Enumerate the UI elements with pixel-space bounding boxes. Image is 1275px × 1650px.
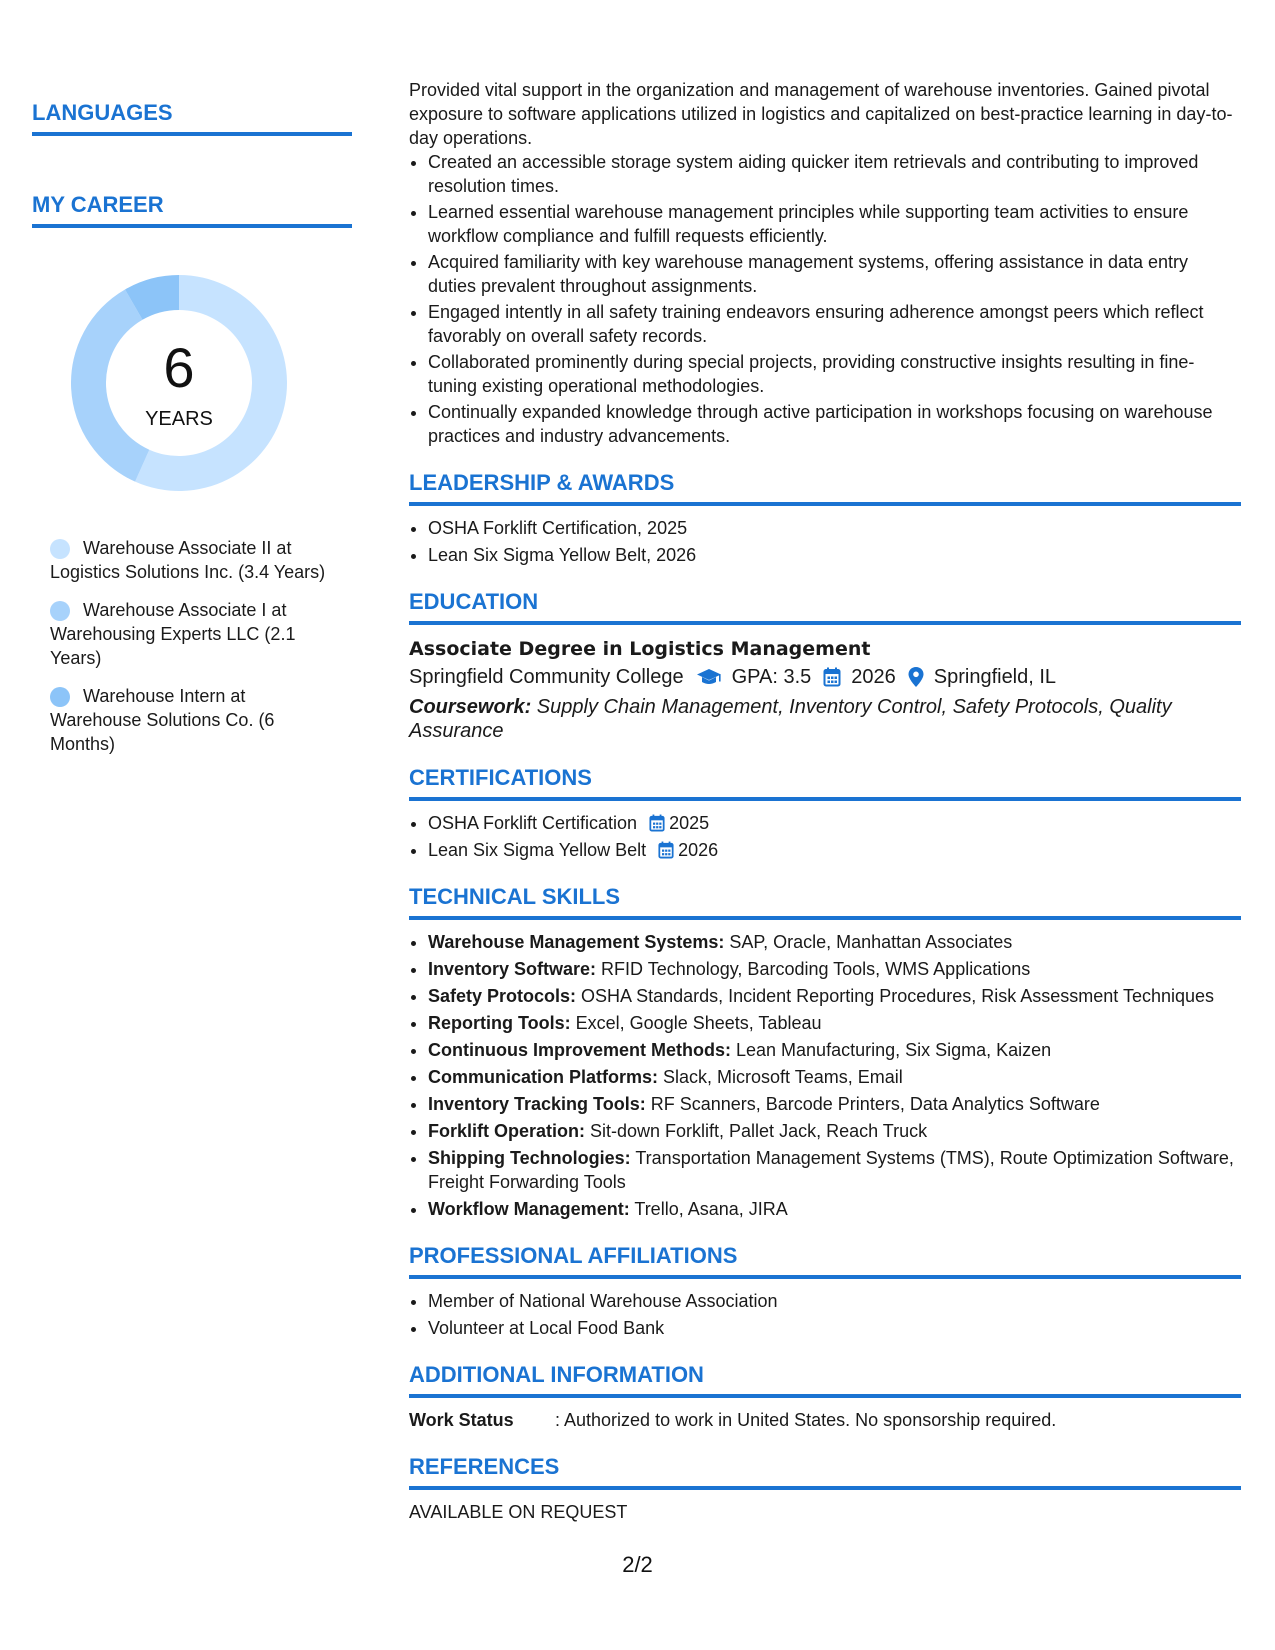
graduation-year: 2026 <box>851 666 896 688</box>
list-item: • OSHA Forklift Certification, 2025 <box>428 516 1241 540</box>
skill-value: Trello, Asana, JIRA <box>629 1199 788 1219</box>
legend-dot <box>50 601 70 621</box>
list-item <box>428 1038 1241 1062</box>
list-item <box>428 1011 1241 1035</box>
skill-label: Inventory Software: <box>428 959 597 979</box>
career-legend-item <box>50 536 330 584</box>
career-legend <box>32 536 330 756</box>
coursework <box>409 695 1241 743</box>
certification-year: 2026 <box>678 840 719 860</box>
list-item: • Acquired familiarity with key warehouse management systems, offering assistance in data entry duties prevalent throughout assignments. <box>428 250 1241 298</box>
calendar-icon <box>658 841 674 859</box>
references-text: AVAILABLE ON REQUEST <box>409 1502 628 1522</box>
career-donut-chart <box>64 268 294 498</box>
skill-label: Reporting Tools: <box>428 1013 571 1033</box>
certification-name: • Lean Six Sigma Yellow Belt <box>428 840 647 860</box>
certification-name: • OSHA Forklift Certification <box>428 813 638 833</box>
coursework-label: Coursework: <box>409 696 532 718</box>
skills-list <box>409 930 1241 1221</box>
list-item <box>428 1146 1241 1194</box>
donut-years-label: YEARS <box>145 408 213 430</box>
list-item: • Volunteer at Local Food Bank <box>428 1316 1241 1340</box>
affiliations-heading: PROFESSIONAL AFFILIATIONS <box>409 1243 1241 1279</box>
coursework-list: Supply Chain Management, Inventory Control, Safety Protocols, Quality Assurance <box>409 696 1172 742</box>
leadership-list <box>409 516 1241 567</box>
list-item: • Lean Six Sigma Yellow Belt, 2026 <box>428 543 1241 567</box>
list-item: • Collaborated prominently during special projects, providing constructive insights resulting in fine-tuning existing operational methodologies. <box>428 350 1241 398</box>
list-item: • Member of National Warehouse Association <box>428 1289 1241 1313</box>
right-column <box>409 78 1241 1524</box>
career-legend-item <box>50 684 330 756</box>
skill-label: Inventory Tracking Tools: <box>428 1094 646 1114</box>
work-status-row <box>409 1408 1241 1432</box>
certification-year: 2025 <box>669 813 710 833</box>
career-heading: MY CAREER <box>32 192 352 228</box>
skill-value: SAP, Oracle, Manhattan Associates <box>724 932 1013 952</box>
affiliations-list <box>409 1289 1241 1340</box>
experience-summary: Provided vital support in the organization and management of warehouse inventories. Gained pivotal exposure to software applications utilized in logistics and capitalized on best-practice learning in day-to-day operations. <box>409 80 1233 148</box>
list-item: • Continually expanded knowledge through active participation in workshops focusing on warehouse practices and industry advancements. <box>428 400 1241 448</box>
degree-title: Associate Degree in Logistics Management <box>409 638 871 660</box>
legend-dot <box>50 687 70 707</box>
skill-label: Shipping Technologies: <box>428 1148 631 1168</box>
list-item <box>428 811 1241 835</box>
languages-heading: LANGUAGES <box>32 100 352 136</box>
skill-value: Lean Manufacturing, Six Sigma, Kaizen <box>731 1040 1052 1060</box>
skill-label: Communication Platforms: <box>428 1067 659 1087</box>
school-name: Springfield Community College <box>409 666 684 688</box>
additional-info-heading: ADDITIONAL INFORMATION <box>409 1362 1241 1398</box>
list-item <box>428 1065 1241 1089</box>
donut-total-years: 6 <box>163 336 195 399</box>
career-legend-text: Warehouse Intern at Warehouse Solutions Co. (6 Months) <box>50 686 275 754</box>
skill-label: Forklift Operation: <box>428 1121 585 1141</box>
skill-label: Warehouse Management Systems: <box>428 932 725 952</box>
skill-value: Transportation Management Systems (TMS), Route Optimization Software, Freight Forwarding Tools <box>428 1148 1234 1192</box>
work-status-value: : Authorized to work in United States. No sponsorship required. <box>555 1410 1057 1430</box>
list-item <box>428 1197 1241 1221</box>
list-item: • Created an accessible storage system aiding quicker item retrievals and contributing to improved resolution times. <box>428 150 1241 198</box>
experience-bullets <box>409 150 1241 448</box>
left-column <box>32 100 352 770</box>
skill-value: RF Scanners, Barcode Printers, Data Analytics Software <box>645 1094 1100 1114</box>
location-pin-icon <box>908 667 924 687</box>
skill-value: Slack, Microsoft Teams, Email <box>658 1067 903 1087</box>
career-legend-text: Warehouse Associate I at Warehousing Experts LLC (2.1 Years) <box>50 600 296 668</box>
certifications-heading: CERTIFICATIONS <box>409 765 1241 801</box>
skills-heading: TECHNICAL SKILLS <box>409 884 1241 920</box>
career-legend-item <box>50 598 330 670</box>
skill-value: RFID Technology, Barcoding Tools, WMS Applications <box>596 959 1031 979</box>
work-status-key: Work Status <box>409 1410 514 1430</box>
page-number: 2/2 <box>622 1552 653 1577</box>
skill-label: Workflow Management: <box>428 1199 630 1219</box>
school-location: Springfield, IL <box>933 666 1057 688</box>
list-item <box>428 838 1241 862</box>
references-heading: REFERENCES <box>409 1454 1241 1490</box>
career-legend-text: Warehouse Associate II at Logistics Solutions Inc. (3.4 Years) <box>50 538 326 582</box>
education-details <box>409 663 1241 691</box>
skill-label: Safety Protocols: <box>428 986 577 1006</box>
skill-value: OSHA Standards, Incident Reporting Procedures, Risk Assessment Techniques <box>576 986 1215 1006</box>
calendar-icon <box>649 814 665 832</box>
gpa-text: GPA: 3.5 <box>731 666 812 688</box>
graduation-cap-icon <box>696 668 722 686</box>
skill-value: Excel, Google Sheets, Tableau <box>570 1013 822 1033</box>
legend-dot <box>50 539 70 559</box>
list-item: • Engaged intently in all safety training endeavors ensuring adherence amongst peers which reflect favorably on overall safety records. <box>428 300 1241 348</box>
list-item <box>428 984 1241 1008</box>
certifications-list <box>409 811 1241 862</box>
calendar-icon <box>823 667 841 687</box>
skill-value: Sit-down Forklift, Pallet Jack, Reach Truck <box>585 1121 928 1141</box>
skill-label: Continuous Improvement Methods: <box>428 1040 731 1060</box>
list-item <box>428 1092 1241 1116</box>
list-item: • Learned essential warehouse management principles while supporting team activities to ensure workflow compliance and fulfill requests efficiently. <box>428 200 1241 248</box>
leadership-heading: LEADERSHIP & AWARDS <box>409 470 1241 506</box>
list-item <box>428 957 1241 981</box>
list-item <box>428 1119 1241 1143</box>
education-heading: EDUCATION <box>409 589 1241 625</box>
list-item <box>428 930 1241 954</box>
